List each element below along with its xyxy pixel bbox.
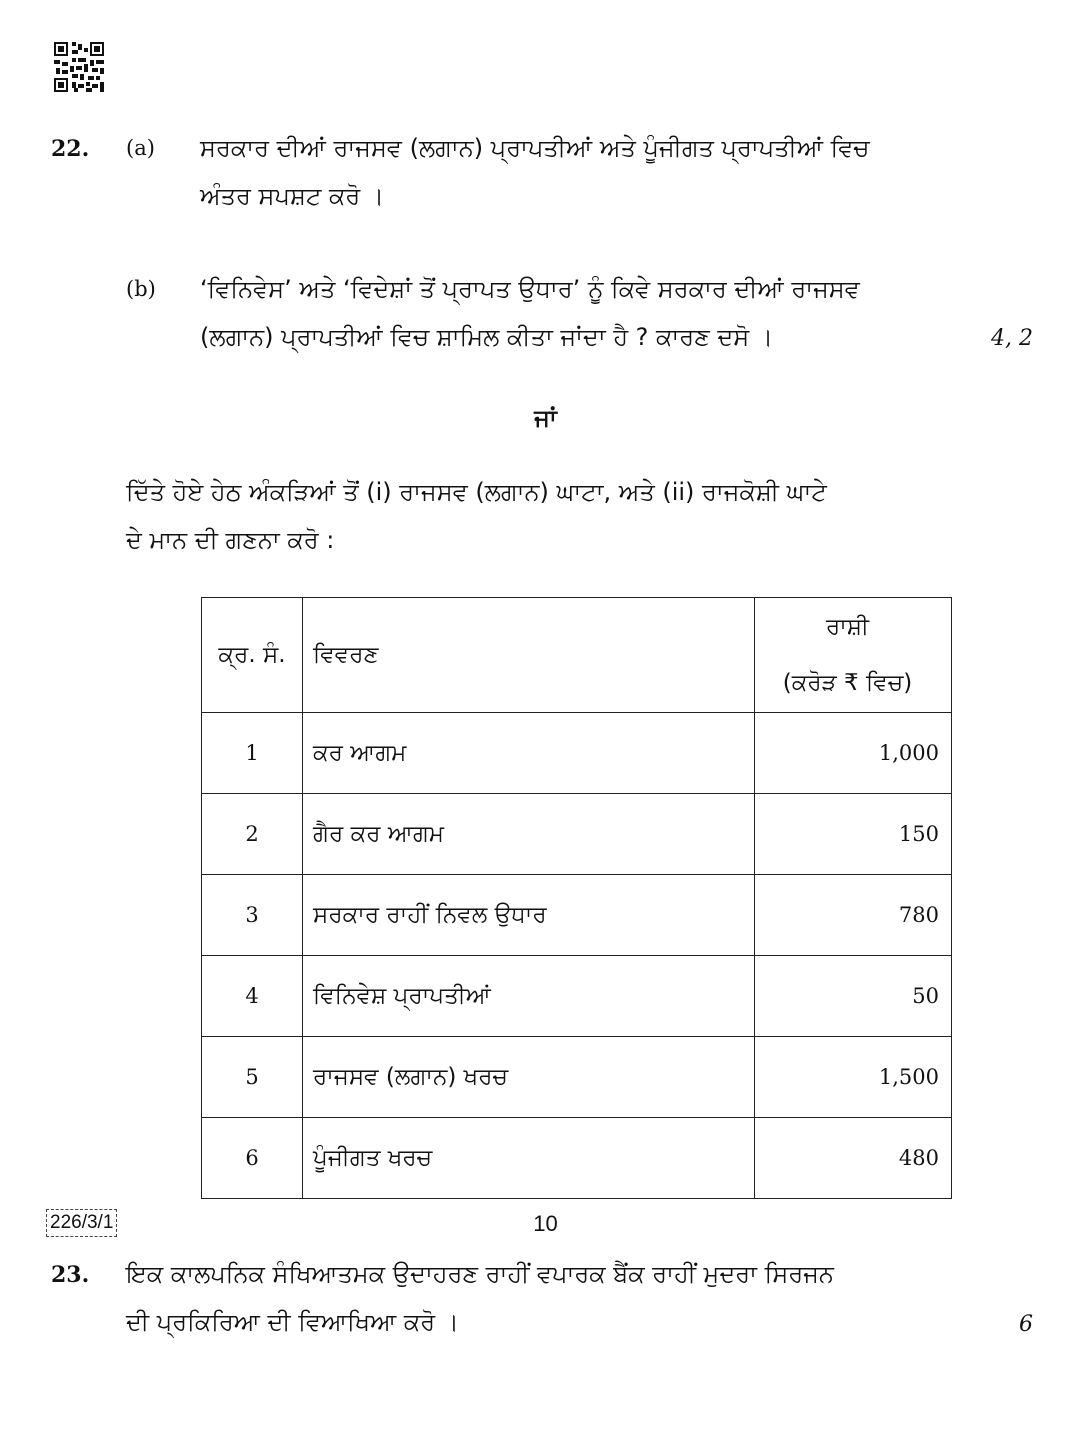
row-amount: 780: [755, 875, 952, 956]
or-divider: ਜਾਂ: [534, 404, 557, 432]
table-row: [202, 956, 952, 1037]
row-serial-no: 6: [202, 1118, 303, 1199]
header-serial-no: ਕ੍ਰ. ਸੰ.: [202, 598, 303, 713]
part-b-text: [200, 265, 860, 361]
part-b-line-2: (ਲਗਾਨ) ਪ੍ਰਾਪਤੀਆਂ ਵਿਚ ਸ਼ਾਮਿਲ ਕੀਤਾ ਜਾਂਦਾ ਹੈ ? ਕਾਰਣ ਦਸੋ ।: [200, 323, 774, 351]
row-serial-no: 3: [202, 875, 303, 956]
qr-code-icon: [54, 42, 104, 92]
table-row: [202, 794, 952, 875]
row-serial-no: 1: [202, 713, 303, 794]
question-23-line-2: ਦੀ ਪ੍ਰਕਿਰਿਆ ਦੀ ਵਿਆਖਿਆ ਕਰੋ ।: [126, 1308, 459, 1336]
part-b-label: (b): [126, 277, 156, 301]
row-description: ਗੈਰ ਕਰ ਆਗਮ: [303, 794, 755, 875]
row-description: ਪੂੰਜੀਗਤ ਖਰਚ: [303, 1118, 755, 1199]
row-amount: 1,500: [755, 1037, 952, 1118]
or-question-line-2: ਦੇ ਮਾਨ ਦੀ ਗਣਨਾ ਕਰੋ :: [126, 526, 335, 554]
part-a-line-2: ਅੰਤਰ ਸਪਸ਼ਟ ਕਰੋ ।: [200, 182, 385, 210]
question-23-marks: 6: [1019, 1312, 1033, 1337]
question-23-number: 23.: [51, 1262, 90, 1288]
table-row: [202, 1118, 952, 1199]
question-23-text: [126, 1250, 834, 1346]
row-amount: 1,000: [755, 713, 952, 794]
table-header-row: [202, 598, 952, 713]
part-a-label: (a): [126, 136, 155, 160]
or-question-line-1: ਦਿੱਤੇ ਹੋਏ ਹੇਠ ਅੰਕੜਿਆਂ ਤੋਂ (i) ਰਾਜਸਵ (ਲਗਾਨ) ਘਾਟਾ, ਅਤੇ (ii) ਰਾਜਕੋਸ਼ੀ ਘਾਟੇ: [126, 478, 827, 506]
row-description: ਸਰਕਾਰ ਰਾਹੀਂ ਨਿਵਲ ਉਧਾਰ: [303, 875, 755, 956]
row-description: ਵਿਨਿਵੇਸ਼ ਪ੍ਰਾਪਤੀਆਂ: [303, 956, 755, 1037]
part-b-line-1: ‘ਵਿਨਿਵੇਸ’ ਅਤੇ ‘ਵਿਦੇਸ਼ਾਂ ਤੋਂ ਪ੍ਰਾਪਤ ਉਧਾਰ’ ਨੂੰ ਕਿਵੇ ਸਰਕਾਰ ਦੀਆਂ ਰਾਜਸਵ: [200, 275, 860, 303]
row-serial-no: 2: [202, 794, 303, 875]
row-serial-no: 4: [202, 956, 303, 1037]
table-row: [202, 875, 952, 956]
table-row: [202, 713, 952, 794]
question-22-number: 22.: [51, 136, 90, 162]
paper-code: 226/3/1: [46, 1209, 117, 1237]
row-description: ਕਰ ਆਗਮ: [303, 713, 755, 794]
row-amount: 480: [755, 1118, 952, 1199]
header-amount-line-2: (ਕਰੋੜ ₹ ਵਿਚ): [782, 670, 913, 696]
data-table: [201, 597, 952, 1199]
header-amount: [755, 598, 952, 713]
row-serial-no: 5: [202, 1037, 303, 1118]
header-description: ਵਿਵਰਣ: [303, 598, 755, 713]
row-amount: 150: [755, 794, 952, 875]
table-row: [202, 1037, 952, 1118]
part-a-line-1: ਸਰਕਾਰ ਦੀਆਂ ਰਾਜਸਵ (ਲਗਾਨ) ਪ੍ਰਾਪਤੀਆਂ ਅਤੇ ਪੂੰਜੀਗਤ ਪ੍ਰਾਪਤੀਆਂ ਵਿਚ: [200, 134, 870, 162]
or-question-text: [126, 468, 827, 564]
row-amount: 50: [755, 956, 952, 1037]
row-description: ਰਾਜਸਵ (ਲਗਾਨ) ਖਰਚ: [303, 1037, 755, 1118]
header-amount-line-1: ਰਾਸ਼ੀ: [825, 614, 870, 640]
part-a-text: [200, 124, 870, 220]
question-23-line-1: ਇਕ ਕਾਲਪਨਿਕ ਸੰਖਿਆਤਮਕ ਉਦਾਹਰਣ ਰਾਹੀਂ ਵਪਾਰਕ ਬੈਂਕ ਰਾਹੀਂ ਮੁਦਰਾ ਸਿਰਜਨ: [126, 1260, 834, 1288]
question-22-marks: 4, 2: [991, 326, 1033, 351]
page-number: 10: [533, 1211, 558, 1236]
